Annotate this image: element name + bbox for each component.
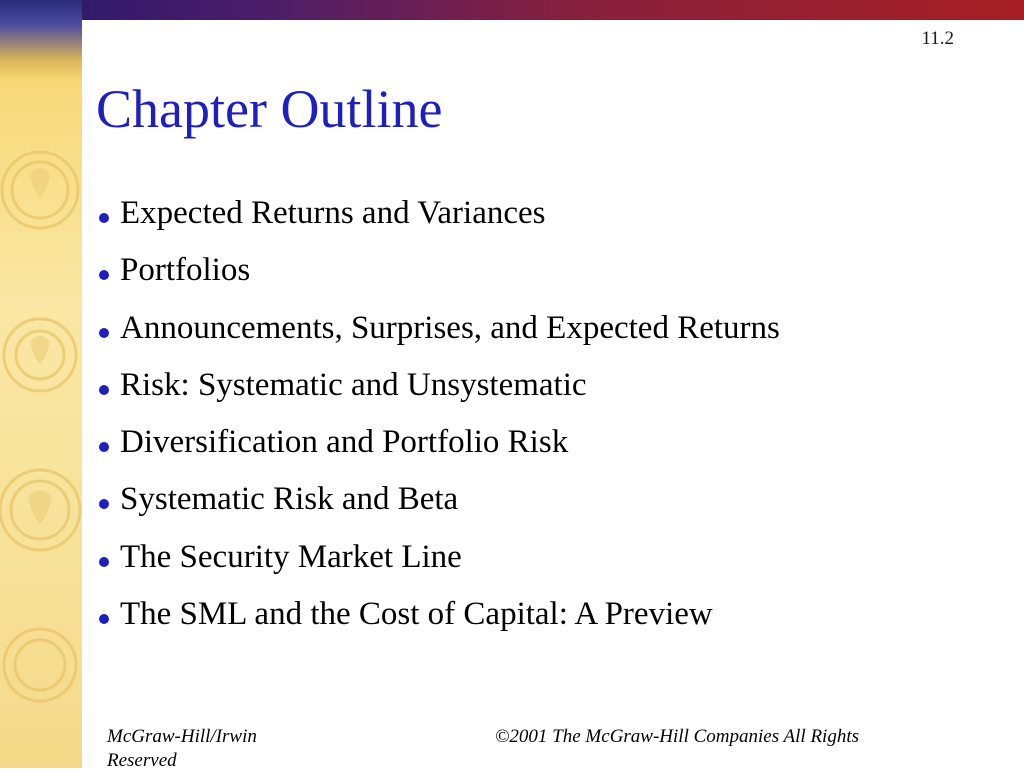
coin-watermark-icon xyxy=(0,0,82,768)
footer-copyright-wrap: Reserved xyxy=(107,750,177,771)
top-gradient-bar xyxy=(0,0,1024,20)
slide-number: 11.2 xyxy=(921,28,954,49)
bullet-icon xyxy=(99,270,109,280)
slide-title: Chapter Outline xyxy=(96,79,443,139)
chapter-outline-list xyxy=(96,195,780,653)
bullet-icon xyxy=(99,442,109,452)
bullet-icon xyxy=(99,499,109,509)
footer-publisher-name: McGraw-Hill/Irwin xyxy=(107,726,257,747)
list-item xyxy=(96,252,780,309)
bullet-icon xyxy=(99,614,109,624)
footer-publisher xyxy=(107,725,337,773)
list-item xyxy=(96,539,780,596)
list-item xyxy=(96,195,780,252)
list-item-text: The SML and the Cost of Capital: A Preview xyxy=(120,596,713,633)
list-item xyxy=(96,424,780,481)
bullet-icon xyxy=(99,213,109,223)
decorative-side-band xyxy=(0,0,82,768)
list-item xyxy=(96,367,780,424)
list-item-text: Expected Returns and Variances xyxy=(120,195,546,231)
list-item-text: Systematic Risk and Beta xyxy=(120,481,459,518)
list-item-text: Portfolios xyxy=(120,252,251,289)
bullet-icon xyxy=(99,328,109,338)
bullet-icon xyxy=(99,557,109,567)
bullet-icon xyxy=(99,385,109,395)
list-item-text: Diversification and Portfolio Risk xyxy=(120,424,569,461)
list-item-text: Announcements, Surprises, and Expected Returns xyxy=(120,309,780,346)
footer-copyright: ©2001 The McGraw-Hill Companies All Rights xyxy=(495,726,859,747)
list-item-text: Risk: Systematic and Unsystematic xyxy=(120,366,587,403)
list-item-text: The Security Market Line xyxy=(120,538,462,575)
list-item xyxy=(96,481,780,538)
list-item xyxy=(96,596,780,653)
list-item xyxy=(96,310,780,367)
